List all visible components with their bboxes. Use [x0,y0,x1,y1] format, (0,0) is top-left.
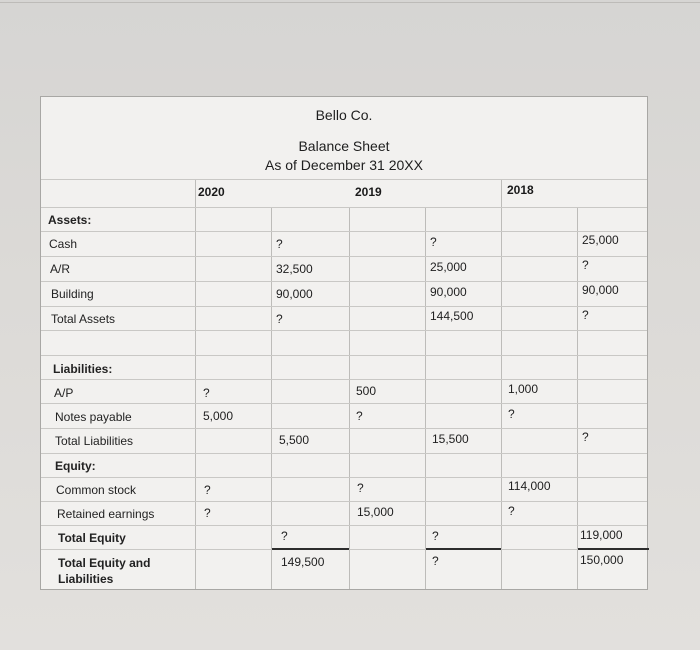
cell-common-stock-2019: ? [357,481,364,495]
cell-common-stock-2020: ? [204,483,211,497]
cell-notes-payable-2019: ? [356,409,363,423]
cell-total-assets-2018: ? [582,308,589,322]
cell-cash-2020: ? [276,237,283,251]
cell-ap-2018: 1,000 [508,382,539,396]
cell-total-equity-2018: 119,000 [580,528,623,542]
cell-cash-2019: ? [430,235,437,249]
cell-total-liabilities-2018: ? [582,430,589,444]
year-header-2020: 2020 [198,185,225,199]
row-label-total-equity-liabilities-line1: Total Equity and [58,556,151,570]
section-equity: Equity: [55,459,96,473]
cell-total-equity-2020: ? [281,529,288,543]
cell-retained-earnings-2018: ? [508,504,515,518]
cell-common-stock-2018: 114,000 [508,479,551,493]
cell-total-liabilities-2019: 15,500 [432,432,469,446]
cell-ap-2019: 500 [356,384,377,398]
row-label-total-liabilities: Total Liabilities [55,434,134,448]
cell-ap-2020: ? [203,386,210,400]
cell-ar-2018: ? [582,258,589,272]
cell-building-2020: 90,000 [276,287,313,301]
year-header-2019: 2019 [355,185,382,199]
cell-total-equity-liabilities-2020: 149,500 [281,555,325,569]
row-label-common-stock: Common stock [56,483,137,497]
cell-ar-2020: 32,500 [276,262,313,276]
row-label-total-equity-liabilities-line2: Liabilities [58,572,114,586]
row-label-building: Building [51,287,94,301]
balance-sheet-table [40,96,648,590]
cell-ar-2019: 25,000 [430,260,467,274]
cell-building-2018: 90,000 [582,283,619,297]
report-date: As of December 31 20XX [265,157,423,173]
year-header-2018: 2018 [507,183,534,197]
cell-retained-earnings-2019: 15,000 [357,505,394,519]
background-edge [0,2,700,3]
row-label-retained-earnings: Retained earnings [57,507,155,521]
company-name: Bello Co. [315,107,373,123]
row-label-cash: Cash [49,237,78,251]
cell-total-assets-2020: ? [276,312,283,326]
row-label-ar: A/R [50,262,71,276]
cell-total-liabilities-2020: 5,500 [279,433,310,447]
row-label-ap: A/P [54,386,74,400]
cell-cash-2018: 25,000 [582,233,619,247]
cell-total-equity-liabilities-2019: ? [432,554,439,568]
cell-total-equity-2019: ? [432,529,439,543]
cell-retained-earnings-2020: ? [204,506,211,520]
cell-building-2019: 90,000 [430,285,467,299]
report-title: Balance Sheet [298,138,390,154]
row-label-notes-payable: Notes payable [55,410,132,424]
section-liabilities: Liabilities: [53,362,113,376]
cell-total-assets-2019: 144,500 [430,309,474,323]
row-label-total-assets: Total Assets [51,312,116,326]
cell-notes-payable-2018: ? [508,407,515,421]
cell-notes-payable-2020: 5,000 [203,409,234,423]
row-label-total-equity: Total Equity [58,531,126,545]
section-assets: Assets: [48,213,92,227]
cell-total-equity-liabilities-2018: 150,000 [580,553,624,567]
